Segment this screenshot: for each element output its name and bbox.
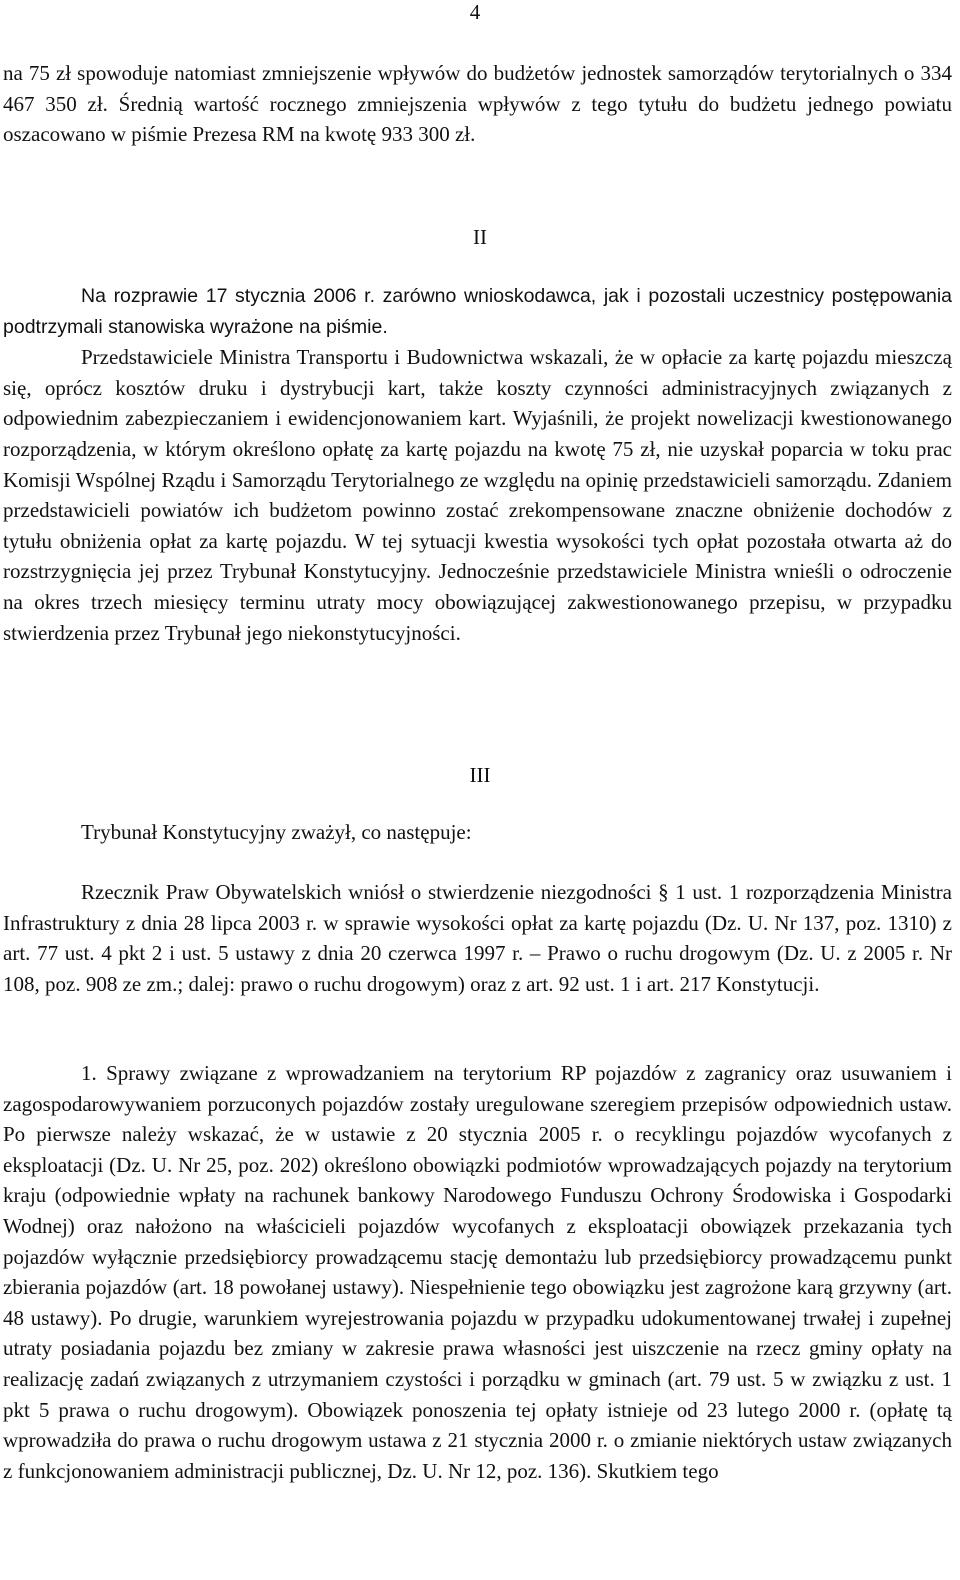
section-heading-3: III [469,763,491,787]
hearing-block [3,281,952,648]
section-heading-2: II [473,225,487,249]
point1-paragraph: 1. Sprawy związane z wprowadzaniem na terytorium RP pojazdów z zagranicy oraz usuwaniem i zagospodarowywaniem porzuconych pojazdów zostały uregulowane szeregiem przepisów odpowiednich ustaw. Po pierwsze należy wskazać, że w ustawie z 20 stycznia 2005 r. o recyklingu pojazdów wycofanych z eksploatacji (Dz. U. Nr 25, poz. 202) określono obowiązki podmiotów wprowadzających pojazdy na terytorium kraju (odpowiednie wpłaty na rachunek bankowy Narodowego Funduszu Ochrony Środowiska i Gospodarki Wodnej) oraz nałożono na właścicieli pojazdów wycofanych z eksploatacji obowiązek przekazania tych pojazdów wyłącznie przedsiębiorcy prowadzącemu stację demontażu lub przedsiębiorcy prowadzącemu punkt zbierania pojazdów (art. 18 powołanej ustawy). Niespełnienie tego obowiązku jest zagrożone karą grzywny (art. 48 ustawy). Po drugie, warunkiem wyrejestrowania pojazdu w przypadku udokumentowanej trwałej i zupełnej utraty posiadania pojazdu bez zmiany w zakresie prawa własności jest uiszczenie na rzecz gminy opłaty na realizację zadań związanych z utrzymaniem czystości i porządku w gminach (art. 79 ust. 5 w związku z ust. 1 pkt 5 prawa o ruchu drogowym). Obowiązek ponoszenia tej opłaty istnieje od 23 lutego 2000 r. (opłatę tą wprowadziła do prawa o ruchu drogowym ustawa z 21 stycznia 2000 r. o zmianie niektórych ustaw związanych z funkcjonowaniem administracji publicznej, Dz. U. Nr 12, poz. 136). Skutkiem tego [3,1061,952,1483]
ombudsman-paragraph: Rzecznik Praw Obywatelskich wniósł o stwierdzenie niezgodności § 1 ust. 1 rozporządzenia Ministra Infrastruktury z dnia 28 lipca 2003 r. w sprawie wysokości opłat za kartę pojazdu (Dz. U. Nr 137, poz. 1310) z art. 77 ust. 4 pkt 2 i ust. 5 ustawy z dnia 20 czerwca 1997 r. – Prawo o ruchu drogowym (Dz. U. z 2005 r. Nr 108, poz. 908 ze zm.; dalej: prawo o ruchu drogowym) oraz z art. 92 ust. 1 i art. 217 Konstytucji. [3,880,952,996]
intro-paragraph-block [3,58,952,150]
tribunal-block [3,817,952,848]
ombudsman-block [3,877,952,999]
tribunal-paragraph: Trybunał Konstytucyjny zważył, co następuje: [81,820,472,844]
intro-paragraph: na 75 zł spowoduje natomiast zmniejszenie wpływów do budżetów jednostek samorządów terytorialnych o 334 467 350 zł. Średnią wartość rocznego zmniejszenia wpływów z tego tytułu do budżetu jednego powiatu oszacowano w piśmie Prezesa RM na kwotę 933 300 zł. [3,61,952,147]
page-number: 4 [469,0,481,24]
hearing-paragraph: Na rozprawie 17 stycznia 2006 r. zarówno wnioskodawca, jak i pozostali uczestnicy postępowania podtrzymali stanowiska wyrażone na piśmie. [3,285,952,338]
ministry-paragraph: Przedstawiciele Ministra Transportu i Budownictwa wskazali, że w opłacie za kartę pojazdu mieszczą się, oprócz kosztów druku i dystrybucji kart, także koszty czynności administracyjnych związanych z odpowiednim zabezpieczaniem i ewidencjonowaniem kart. Wyjaśnili, że projekt nowelizacji kwestionowanego rozporządzenia, w którym określono opłatę za kartę pojazdu na kwotę 75 zł, nie uzyskał poparcia w toku prac Komisji Wspólnej Rządu i Samorządu Terytorialnego ze względu na opinię przedstawicieli samorządu. Zdaniem przedstawicieli powiatów ich budżetom powinno zostać zrekompensowane znaczne obniżenie dochodów z tytułu obniżenia opłat za kartę pojazdu. W tej sytuacji kwestia wysokości tych opłat pozostała otwarta aż do rozstrzygnięcia jej przez Trybunał Konstytucyjny. Jednocześnie przedstawiciele Ministra wnieśli o odroczenie na okres trzech miesięcy terminu utraty mocy obowiązującej zakwestionowanego przepisu, w przypadku stwierdzenia przez Trybunał jego niekonstytucyjności. [3,345,952,645]
point1-block [3,1058,952,1486]
